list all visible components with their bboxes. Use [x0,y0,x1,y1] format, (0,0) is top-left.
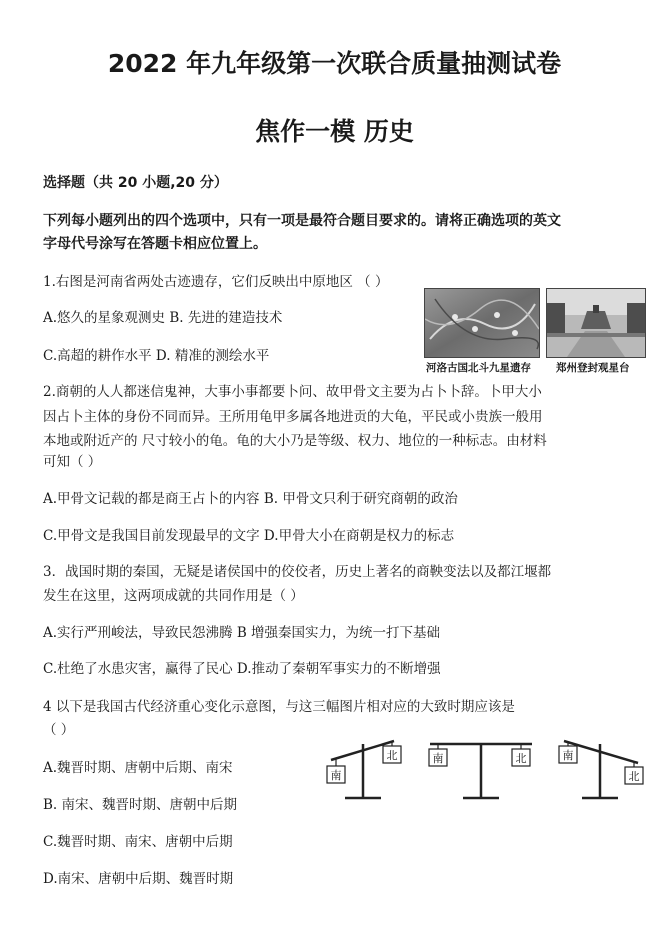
q4-option-b: B. 南宋、魏晋时期、唐朝中后期 [43,797,238,813]
scale-1-left-label: 南 [330,769,342,782]
observatory-photo [546,288,646,358]
q1-options-ab: A.悠久的星象观测史 B. 先进的建造技术 [43,310,283,326]
scale-2-right-label: 北 [515,752,527,765]
scale-2-left-label: 南 [432,752,444,765]
q4-option-d: D.南宋、唐朝中后期、魏晋时期 [43,871,234,887]
instruction-line-1: 下列每小题列出的四个选项中，只有一项是最符合题目要求的。请将正确选项的英文 [43,213,561,229]
q2-line-1: 2.商朝的人人都迷信鬼神，大事小事都要卜问、故甲骨文主要为占卜卜辞。卜甲大小 [43,384,542,400]
q3-options-ab: A.实行严刑峻法，导致民怨沸腾 B 增强秦国实力，为统一打下基础 [43,625,441,641]
image-caption-2: 郑州登封观星台 [556,362,630,374]
section-heading: 选择题（共 20 小题,20 分） [43,175,228,191]
q2-options-ab: A.甲骨文记载的都是商王占卜的内容 B. 甲骨文只利于研究商朝的政治 [43,491,458,507]
scale-3-right-label: 北 [628,770,640,783]
q2-options-cd: C.甲骨文是我国目前发现最早的文字 D.甲骨大小在商朝是权力的标志 [43,528,455,544]
economic-center-scales [318,736,650,806]
scale-3-left-label: 南 [562,749,574,762]
q3-line-1: 3．战国时期的秦国，无疑是诸侯国中的佼佼者，历史上著名的商鞅变法以及都江堰都 [43,564,552,580]
instruction-line-2: 字母代号涂写在答题卡相应位置上。 [43,236,267,252]
page-subtitle: 焦作一模 历史 [255,117,414,146]
page-title: 2022 年九年级第一次联合质量抽测试卷 [107,49,562,78]
q4-line-2: （ ） [43,722,75,738]
q3-line-2: 发生在这里，这两项成就的共同作用是（ ） [43,588,304,604]
q2-line-3: 本地或附近产的 尺寸较小的龟。龟的大小乃是等级、权力、地位的一种标志。由材料 [43,433,547,449]
q1-options-cd: C.高超的耕作水平 D. 精准的测绘水平 [43,348,270,364]
image-caption-1: 河洛古国北斗九星遗存 [426,362,531,374]
q3-options-cd: C.杜绝了水患灾害，赢得了民心 D.推动了秦朝军事实力的不断增强 [43,661,441,677]
q4-option-a: A.魏晋时期、唐朝中后期、南宋 [43,760,233,776]
q1-stem: 1.右图是河南省两处古迹遗存，它们反映出中原地区 （ ） [43,274,389,290]
scale-1-right-label: 北 [386,749,398,762]
q4-line-1: 4 以下是我国古代经济重心变化示意图，与这三幅图片相对应的大致时期应该是 [43,699,515,715]
q2-line-4: 可知（ ） [43,454,102,470]
q2-line-2: 因占卜主体的身份不同而异。王所用龟甲多属各地进贡的大龟，平民或小贵族一般用 [43,409,543,425]
q4-option-c: C.魏晋时期、南宋、唐朝中后期 [43,834,233,850]
star-relic-photo [424,288,540,358]
